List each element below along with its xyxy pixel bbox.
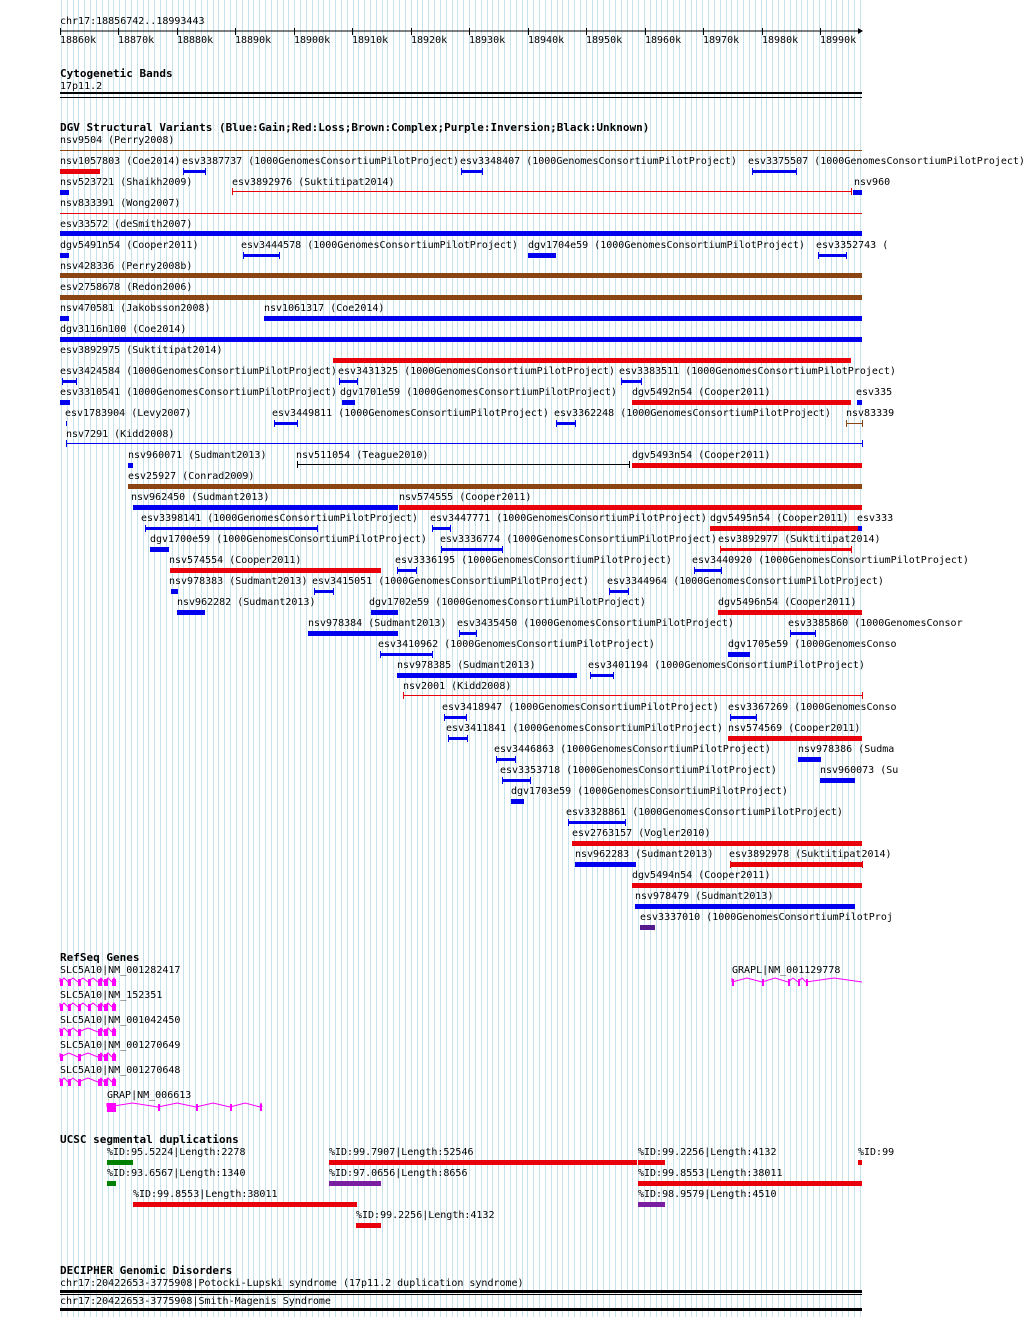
dgv-feature-label: nsv960: [854, 177, 891, 188]
dgv-feature-label: dgv1704e59 (1000GenomesConsortiumPilotProject): [528, 240, 805, 251]
refseq-gene-label: GRAP|NM_006613: [107, 1090, 192, 1101]
ruler-tick-label: 18960k: [645, 35, 682, 46]
dgv-feature-label: nsv7291 (Kidd2008): [66, 429, 175, 440]
dgv-feature-label: dgv5493n54 (Cooper2011): [632, 450, 771, 461]
dgv-feature-label: dgv5496n54 (Cooper2011): [718, 597, 857, 608]
ruler-tick-label: 18930k: [469, 35, 506, 46]
dgv-feature-label: esv3447771 (1000GenomesConsortiumPilotProject): [430, 513, 707, 524]
segdup-feature-bar[interactable]: [638, 1202, 665, 1207]
dgv-feature-label: esv3387737 (1000GenomesConsortiumPilotProject): [182, 156, 459, 167]
dgv-feature-label: esv3415051 (1000GenomesConsortiumPilotProject): [312, 576, 589, 587]
dgv-feature-label: esv3310541 (1000GenomesConsortiumPilotProject): [60, 387, 337, 398]
segdup-feature-label: %ID:99.2256|Length:4132: [356, 1210, 495, 1221]
ruler-tick-label: 18970k: [703, 35, 740, 46]
segdup-feature-bar[interactable]: [329, 1181, 381, 1186]
dgv-feature-label: nsv83339: [846, 408, 895, 419]
refseq-gene-label: SLC5A10|NM_001282417: [60, 965, 181, 976]
dgv-feature-label: dgv5492n54 (Cooper2011): [632, 387, 771, 398]
track-divider: [60, 1294, 862, 1295]
dgv-feature-label: nsv978385 (Sudmant2013): [397, 660, 536, 671]
dgv-feature-label: nsv978384 (Sudmant2013): [308, 618, 447, 629]
segdup-feature-label: %ID:98.9579|Length:4510: [638, 1189, 777, 1200]
dgv-feature-label: esv335: [856, 387, 893, 398]
dgv-feature-label: esv25927 (Conrad2009): [128, 471, 255, 482]
dgv-feature-label: esv3892975 (Suktitipat2014): [60, 345, 223, 356]
ruler-tick-label: 18900k: [294, 35, 331, 46]
segdup-track-title: UCSC segmental duplications: [60, 1133, 239, 1146]
dgv-feature-label: esv3449811 (1000GenomesConsortiumPilotProject): [272, 408, 549, 419]
ruler-tick-label: 18980k: [762, 35, 799, 46]
segdup-feature-bar[interactable]: [638, 1181, 862, 1186]
segdup-feature-bar[interactable]: [329, 1160, 637, 1165]
segdup-feature-bar[interactable]: [107, 1160, 133, 1165]
dgv-feature-label: esv3348407 (1000GenomesConsortiumPilotProject): [460, 156, 737, 167]
dgv-feature-label: nsv9504 (Perry2008): [60, 135, 175, 146]
dgv-feature-label: esv333: [857, 513, 894, 524]
dgv-feature-label: esv3444578 (1000GenomesConsortiumPilotProject): [241, 240, 518, 251]
ruler-tick-label: 18920k: [411, 35, 448, 46]
dgv-feature-label: dgv3116n100 (Coe2014): [60, 324, 187, 335]
dgv-feature-label: esv3385860 (1000GenomesConsor: [788, 618, 963, 629]
refseq-gene-label: SLC5A10|NM_001270649: [60, 1040, 181, 1051]
segdup-feature-bar[interactable]: [133, 1202, 357, 1207]
dgv-feature-label: dgv5491n54 (Cooper2011): [60, 240, 199, 251]
decipher-feature-label: chr17:20422653-3775908|Smith-Magenis Syndrome: [60, 1296, 331, 1307]
dgv-feature-label: nsv574554 (Cooper2011): [169, 555, 302, 566]
segdup-feature-label: %ID:97.0656|Length:8656: [329, 1168, 468, 1179]
dgv-feature-label: nsv574569 (Cooper2011): [728, 723, 861, 734]
dgv-feature-label: esv2763157 (Vogler2010): [572, 828, 711, 839]
decipher-feature-bar[interactable]: [60, 1308, 862, 1311]
dgv-feature-label: esv3411841 (1000GenomesConsortiumPilotProject): [446, 723, 723, 734]
dgv-feature-label: nsv2001 (Kidd2008): [403, 681, 512, 692]
dgv-feature-label: esv3440920 (1000GenomesConsortiumPilotProject): [692, 555, 969, 566]
dgv-feature-label: dgv1700e59 (1000GenomesConsortiumPilotProject): [150, 534, 427, 545]
segdup-feature-bar[interactable]: [356, 1223, 381, 1228]
dgv-feature-label: esv3446863 (1000GenomesConsortiumPilotProject): [494, 744, 771, 755]
dgv-feature-label: nsv833391 (Wong2007): [60, 198, 181, 209]
dgv-feature-label: esv3892978 (Suktitipat2014): [729, 849, 892, 860]
segdup-feature-label: %ID:99.2256|Length:4132: [638, 1147, 777, 1158]
decipher-feature-bar[interactable]: [60, 1290, 862, 1293]
dgv-feature-label: esv3410962 (1000GenomesConsortiumPilotProject): [378, 639, 655, 650]
refseq-track-title: RefSeq Genes: [60, 951, 140, 964]
dgv-feature-label: dgv5495n54 (Cooper2011): [710, 513, 849, 524]
dgv-feature-label: nsv511054 (Teague2010): [296, 450, 429, 461]
ruler-tick-label: 18990k: [820, 35, 857, 46]
dgv-feature-label: esv3328861 (1000GenomesConsortiumPilotProject): [566, 807, 843, 818]
segdup-feature-label: %ID:99.7907|Length:52546: [329, 1147, 474, 1158]
ruler-tick-label: 18950k: [586, 35, 623, 46]
dgv-feature-label: nsv1057803 (Coe2014): [60, 156, 181, 167]
refseq-gene-label: SLC5A10|NM_001042450: [60, 1015, 181, 1026]
ruler-tick-label: 18870k: [118, 35, 155, 46]
refseq-gene-label: SLC5A10|NM_152351: [60, 990, 163, 1001]
segdup-feature-label: %ID:93.6567|Length:1340: [107, 1168, 246, 1179]
segdup-feature-label: %ID:99.8553|Length:38011: [133, 1189, 278, 1200]
dgv-feature-label: esv3892977 (Suktitipat2014): [718, 534, 881, 545]
dgv-feature-label: nsv962283 (Sudmant2013): [575, 849, 714, 860]
dgv-feature-label: dgv1705e59 (1000GenomesConso: [728, 639, 897, 650]
dgv-feature-label: esv3337010 (1000GenomesConsortiumPilotProj: [640, 912, 893, 923]
ruler-position-label: chr17:18856742..18993443: [60, 16, 205, 27]
dgv-feature-label: nsv960071 (Sudmant2013): [128, 450, 267, 461]
dgv-feature-label: nsv978386 (Sudma: [798, 744, 895, 755]
dgv-feature-label: dgv1703e59 (1000GenomesConsortiumPilotProject): [511, 786, 788, 797]
decipher-track-title: DECIPHER Genomic Disorders: [60, 1264, 233, 1277]
dgv-feature-label: esv3344964 (1000GenomesConsortiumPilotProject): [607, 576, 884, 587]
dgv-feature-label: esv1783904 (Levy2007): [65, 408, 192, 419]
segdup-feature-bar[interactable]: [858, 1160, 862, 1165]
dgv-feature-label: esv2758678 (Redon2006): [60, 282, 193, 293]
ruler-tick-label: 18890k: [235, 35, 272, 46]
dgv-feature-label: nsv470581 (Jakobsson2008): [60, 303, 211, 314]
ruler-tick-label: 18940k: [528, 35, 565, 46]
segdup-feature-bar[interactable]: [638, 1160, 665, 1165]
dgv-feature-label: esv3431325 (1000GenomesConsortiumPilotProject): [338, 366, 615, 377]
refseq-gene-label: SLC5A10|NM_001270648: [60, 1065, 181, 1076]
dgv-feature-label: esv3352743 (: [816, 240, 889, 251]
segdup-feature-label: %ID:99: [858, 1147, 895, 1158]
ruler-tick-label: 18910k: [352, 35, 389, 46]
dgv-feature-label: dgv5494n54 (Cooper2011): [632, 870, 771, 881]
cytoband-label: 17p11.2: [60, 81, 103, 92]
dgv-feature-label: esv3892976 (Suktitipat2014): [232, 177, 395, 188]
dgv-feature-label: esv3375507 (1000GenomesConsortiumPilotProject): [748, 156, 1025, 167]
dgv-feature-label: esv3435450 (1000GenomesConsortiumPilotProject): [457, 618, 734, 629]
dgv-feature-label: esv3424584 (1000GenomesConsortiumPilotProject): [60, 366, 337, 377]
dgv-feature-label: esv3401194 (1000GenomesConsortiumPilotProject): [588, 660, 865, 671]
dgv-feature-label: esv33572 (deSmith2007): [60, 219, 193, 230]
dgv-feature-label: nsv960073 (Su: [820, 765, 899, 776]
segdup-feature-label: %ID:99.8553|Length:38011: [638, 1168, 783, 1179]
dgv-feature-label: esv3353718 (1000GenomesConsortiumPilotProject): [500, 765, 777, 776]
cytoband-track-title: Cytogenetic Bands: [60, 67, 173, 80]
dgv-feature-label: nsv978479 (Sudmant2013): [635, 891, 774, 902]
dgv-feature-label: nsv978383 (Sudmant2013): [169, 576, 308, 587]
dgv-feature-label: dgv1702e59 (1000GenomesConsortiumPilotProject): [369, 597, 646, 608]
segdup-feature-label: %ID:95.5224|Length:2278: [107, 1147, 246, 1158]
dgv-feature-label: esv3367269 (1000GenomesConso: [728, 702, 897, 713]
segdup-feature-bar[interactable]: [107, 1181, 116, 1186]
dgv-feature-label: esv3362248 (1000GenomesConsortiumPilotProject): [554, 408, 831, 419]
dgv-feature-label: nsv574555 (Cooper2011): [399, 492, 532, 503]
dgv-feature-label: dgv1701e59 (1000GenomesConsortiumPilotProject): [340, 387, 617, 398]
dgv-feature-label: esv3336195 (1000GenomesConsortiumPilotProject): [395, 555, 672, 566]
dgv-feature-label: nsv962450 (Sudmant2013): [131, 492, 270, 503]
dgv-track-title: DGV Structural Variants (Blue:Gain;Red:Loss;Brown:Complex;Purple:Inversion;Black:Unknown): [60, 121, 650, 134]
dgv-feature-label: esv3383511 (1000GenomesConsortiumPilotProject): [619, 366, 896, 377]
dgv-feature-label: esv3418947 (1000GenomesConsortiumPilotProject): [442, 702, 719, 713]
dgv-feature-label: nsv962282 (Sudmant2013): [177, 597, 316, 608]
dgv-feature-label: nsv428336 (Perry2008b): [60, 261, 193, 272]
decipher-feature-label: chr17:20422653-3775908|Potocki-Lupski syndrome (17p11.2 duplication syndrome): [60, 1278, 524, 1289]
dgv-feature-label: nsv523721 (Shaikh2009): [60, 177, 193, 188]
dgv-feature-label: nsv1061317 (Coe2014): [264, 303, 385, 314]
ruler-tick-label: 18860k: [60, 35, 97, 46]
ruler-tick-label: 18880k: [177, 35, 214, 46]
refseq-gene-label: GRAPL|NM_001129778: [732, 965, 841, 976]
dgv-feature-label: esv3336774 (1000GenomesConsortiumPilotProject): [440, 534, 717, 545]
dgv-feature-label: esv3398141 (1000GenomesConsortiumPilotProject): [141, 513, 418, 524]
